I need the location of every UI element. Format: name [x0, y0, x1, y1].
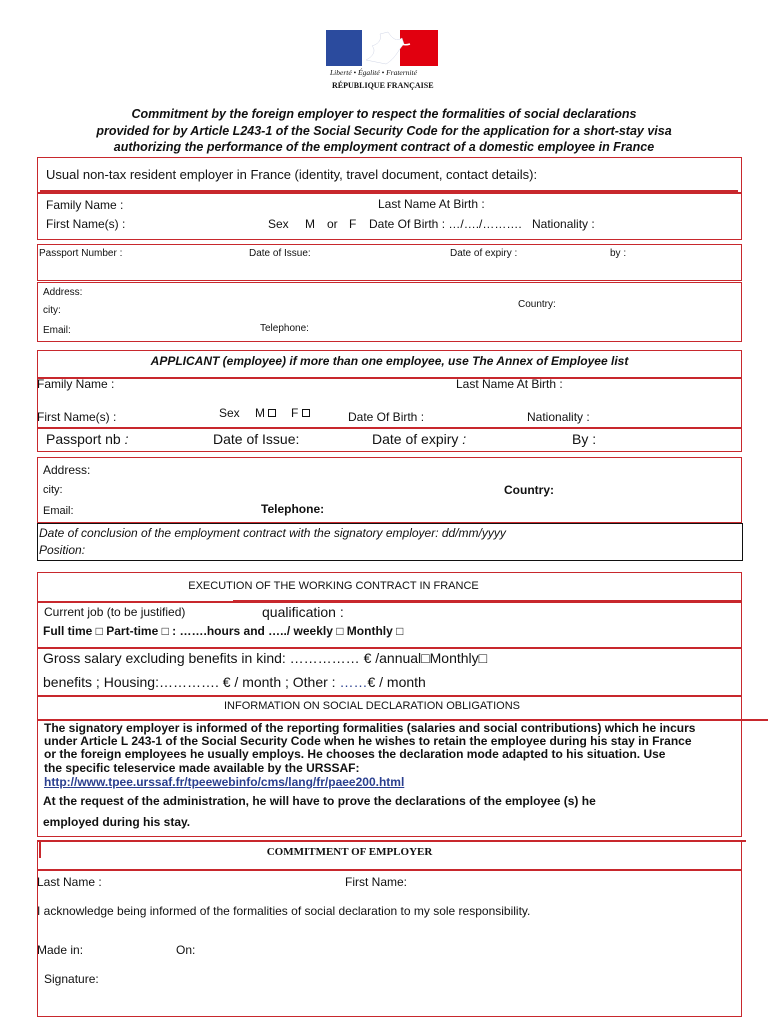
employer-city-label: city:: [43, 305, 61, 316]
applicant-dob-label: Date Of Birth :: [348, 410, 425, 424]
employer-by-label: by :: [610, 248, 627, 259]
title-line-2: provided for by Article L243-1 of the Social Security Code for the application for a short-stay visa: [96, 123, 672, 138]
employer-date-of-expiry-label: Date of expiry :: [450, 248, 518, 259]
employer-email-label: Email:: [43, 325, 71, 336]
applicant-sex-f-label: F: [291, 406, 299, 420]
title-line-1: Commitment by the foreign employer to respect the formalities of social declarations: [131, 107, 637, 121]
applicant-telephone-label: Telephone:: [261, 502, 325, 516]
applicant-by-label: By :: [572, 431, 597, 447]
commitment-heading-topline: [37, 840, 746, 842]
urssaf-link[interactable]: http://www.tpee.urssaf.fr/tpeewebinfo/cms/lang/fr/paee200.html: [44, 775, 405, 789]
commitment-last-name-label: Last Name :: [37, 875, 102, 889]
qualification-label: qualification :: [262, 604, 344, 620]
info-paragraph-line-1: The signatory employer is informed of the reporting formalities (salaries and social contributions) which he incurs: [44, 721, 696, 735]
employer-sex-f[interactable]: F: [349, 217, 357, 231]
applicant-date-of-expiry-label: Date of expiry :: [372, 431, 467, 447]
document-title: [0, 106, 768, 156]
employer-passport-box: [37, 244, 742, 281]
republic-logo: [326, 30, 438, 92]
info-paragraph-line-4: the specific teleservice made available by the URSSAF:: [44, 760, 360, 775]
applicant-heading: APPLICANT (employee) if more than one employee, use The Annex of Employee list: [150, 354, 629, 368]
employer-address-box: [37, 282, 742, 342]
applicant-nationality-label: Nationality :: [527, 410, 590, 424]
info-paragraph: [44, 722, 695, 775]
applicant-last-name-at-birth-label: Last Name At Birth :: [456, 377, 563, 391]
admin-proof-line-2: employed during his stay.: [43, 815, 191, 829]
contract-date-label: Date of conclusion of the employment contract with the signatory employer: dd/mm/yyyy: [39, 526, 506, 540]
info-paragraph-line-3: or the foreign employees he usually employs. He chooses the declaration mode adapted to his situation. Use: [44, 747, 666, 762]
employer-dob-label: Date Of Birth : …/…./……….: [369, 217, 522, 231]
applicant-sex-label: Sex: [219, 406, 240, 420]
employer-telephone-label: Telephone:: [260, 323, 309, 334]
employer-passport-number-label: Passport Number :: [39, 248, 123, 259]
info-paragraph-line-2: under Article L 243-1 of the Social Security Code when he wishes to retain the employee during his stay in France: [44, 734, 692, 749]
commitment-first-name-label: First Name:: [345, 875, 408, 889]
made-in-label: Made in:: [37, 943, 84, 957]
logo-motto: Liberté • Égalité • Fraternité: [330, 68, 417, 77]
current-job-label: Current job (to be justified): [44, 605, 186, 619]
employer-date-of-issue-label: Date of Issue:: [249, 248, 311, 259]
applicant-address-box: [37, 457, 742, 523]
applicant-sex-m-checkbox[interactable]: [268, 409, 276, 417]
employer-heading: Usual non-tax resident employer in France (identity, travel document, contact details):: [46, 167, 538, 182]
execution-heading: EXECUTION OF THE WORKING CONTRACT IN FRANCE: [188, 580, 479, 592]
marianne-logo-icon: [326, 30, 438, 66]
employer-nationality-label: Nationality :: [532, 217, 595, 231]
logo-republic: RÉPUBLIQUE FRANÇAISE: [332, 81, 434, 90]
applicant-address-topline: [37, 457, 720, 458]
title-line-3: authorizing the performance of the employment contract of a domestic employee in France: [113, 140, 655, 154]
applicant-first-names-label: First Name(s) :: [37, 410, 117, 424]
employer-sex-m[interactable]: M: [305, 217, 315, 231]
gross-salary-label: Gross salary excluding benefits in kind: …………… € /annual□Monthly□: [43, 650, 488, 666]
signature-label: Signature:: [44, 972, 99, 986]
commitment-body-box: [37, 870, 742, 1017]
applicant-address-label: Address:: [43, 463, 91, 477]
admin-proof-line-1: At the request of the administration, he will have to prove the declarations of the employee (s) he: [43, 794, 596, 808]
position-label: Position:: [39, 543, 86, 557]
applicant-sex-m-label: M: [255, 406, 265, 420]
applicant-country-label: Country:: [504, 483, 554, 497]
on-label: On:: [176, 943, 196, 957]
employer-last-name-at-birth-label: Last Name At Birth :: [378, 197, 485, 211]
applicant-sex-f-checkbox[interactable]: [302, 409, 310, 417]
employer-country-label: Country:: [518, 299, 556, 310]
applicant-city-label: city:: [43, 484, 63, 496]
commitment-heading: COMMITMENT OF EMPLOYER: [266, 846, 433, 858]
applicant-date-of-issue-label: Date of Issue:: [213, 431, 300, 447]
hours-label: Full time □ Part-time □ : …….hours and …../ weekly □ Monthly □: [43, 624, 404, 638]
employer-sex-label: Sex: [268, 217, 289, 231]
applicant-email-label: Email:: [43, 505, 74, 517]
acknowledge-text: I acknowledge being informed of the formalities of social declaration to my sole responsibility.: [37, 904, 531, 918]
info-heading: INFORMATION ON SOCIAL DECLARATION OBLIGATIONS: [223, 700, 521, 712]
employer-first-names-label: First Name(s) :: [46, 217, 126, 231]
employer-family-name-label: Family Name :: [46, 198, 124, 212]
benefits-label: benefits ; Housing:…………. € / month ; Other : ……€ / month: [43, 674, 426, 690]
employer-heading-underline: [40, 190, 738, 192]
applicant-family-name-label: Family Name :: [37, 377, 115, 391]
employer-sex-or: or: [327, 217, 338, 231]
employer-address-label: Address:: [43, 287, 83, 298]
applicant-passport-nb-label: Passport nb :: [46, 431, 129, 447]
